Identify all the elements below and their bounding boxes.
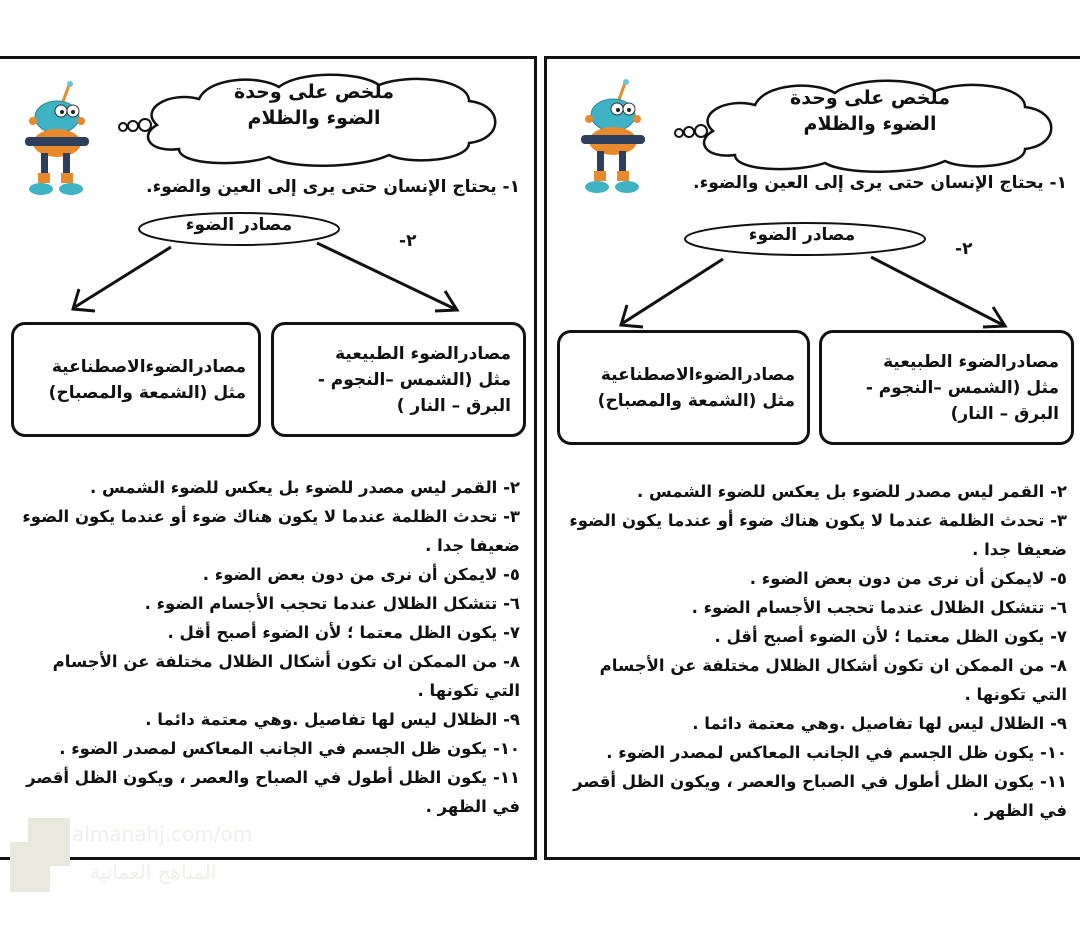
fact-item: ١١- يكون الظل أطول في الصباح والعصر ، ويكون الظل أقصر في الظهر . — [26, 768, 520, 816]
summary-panel-left — [0, 56, 537, 860]
robot-mascot-icon — [17, 81, 97, 201]
fact-item: ٨- من الممكن ان تكون أشكال الظلال مختلفة عن الأجسام التي تكونها . — [52, 652, 520, 700]
artificial-sources-title: مصادرالضوءالاصطناعية — [51, 356, 246, 377]
fact-item: ٦- تتشكل الظلال عندما تحجب الأجسام الضوء . — [691, 598, 1067, 617]
arrow-right-line — [317, 243, 455, 309]
summary-panel-right — [544, 56, 1080, 860]
point-2-number: ٢- — [399, 231, 417, 251]
fact-item: ٢- القمر ليس مصدر للضوء بل يعكس للضوء الشمس . — [89, 478, 520, 497]
fact-item: ١٠- يكون ظل الجسم في الجانب المعاكس لمصدر الضوء . — [606, 743, 1067, 762]
artificial-sources-box — [11, 322, 261, 437]
natural-sources-title: مصادرالضوء الطبيعية — [883, 351, 1059, 372]
title-line-2: الضوء والظلام — [247, 107, 381, 129]
artificial-sources-box — [557, 330, 810, 445]
robot-mascot-icon — [573, 79, 653, 199]
fact-item: ٧- يكون الظل معتما ؛ لأن الضوء أصبح أقل . — [714, 627, 1067, 646]
natural-sources-examples-cont: البرق – النار) — [950, 403, 1059, 424]
fact-item: ٥- لايمكن أن نرى من دون بعض الضوء . — [749, 569, 1067, 588]
page-title — [149, 79, 479, 131]
artificial-sources-examples: مثل (الشمعة والمصباح) — [597, 390, 795, 411]
fact-item: ٢- القمر ليس مصدر للضوء بل يعكس للضوء الشمس . — [636, 482, 1067, 501]
fact-item: ٦- تتشكل الظلال عندما تحجب الأجسام الضوء . — [144, 594, 520, 613]
fact-item: ٩- الظلال ليس لها تفاصيل .وهي معتمة دائما . — [145, 710, 520, 729]
page-title — [705, 85, 1035, 137]
watermark-arabic: المناهج العمانية — [90, 860, 217, 884]
point-2-number: ٢- — [955, 239, 973, 259]
title-line-2: الضوء والظلام — [803, 113, 937, 135]
fact-item: ٣- تحدث الظلمة عندما لا يكون هناك ضوء أو عندما يكون الضوء ضعيفا جدا . — [22, 507, 520, 555]
fact-item: ٥- لايمكن أن نرى من دون بعض الضوء . — [202, 565, 520, 584]
natural-sources-title: مصادرالضوء الطبيعية — [335, 343, 511, 364]
arrow-left-line — [623, 259, 723, 323]
arrow-left-line — [75, 247, 171, 307]
natural-sources-examples: مثل (الشمس –النجوم - — [865, 377, 1059, 398]
title-line-1: ملخص على وحدة — [233, 81, 394, 103]
fact-item: ٧- يكون الظل معتما ؛ لأن الضوء أصبح أقل . — [167, 623, 520, 642]
fact-item: ١٠- يكون ظل الجسم في الجانب المعاكس لمصدر الضوء . — [59, 739, 520, 758]
natural-sources-examples: مثل (الشمس –النجوم - — [317, 369, 511, 390]
natural-sources-box — [271, 322, 526, 437]
fact-item: ٣- تحدث الظلمة عندما لا يكون هناك ضوء أو عندما يكون الضوء ضعيفا جدا . — [569, 511, 1067, 559]
watermark-url: almanahj.com/om — [72, 822, 253, 846]
artificial-sources-title: مصادرالضوءالاصطناعية — [600, 364, 795, 385]
light-sources-label: مصادر الضوء — [748, 225, 856, 245]
arrow-right-line — [871, 257, 1003, 325]
facts-list — [15, 473, 520, 821]
fact-item: ١١- يكون الظل أطول في الصباح والعصر ، ويكون الظل أقصر في الظهر . — [573, 772, 1067, 820]
artificial-sources-examples: مثل (الشمعة والمصباح) — [48, 382, 246, 403]
point-1: ١- يحتاج الإنسان حتى يرى إلى العين والضوء. — [693, 173, 1067, 193]
light-sources-label: مصادر الضوء — [185, 215, 293, 235]
facts-list — [562, 477, 1067, 825]
fact-item: ٩- الظلال ليس لها تفاصيل .وهي معتمة دائما . — [692, 714, 1067, 733]
natural-sources-box — [819, 330, 1074, 445]
fact-item: ٨- من الممكن ان تكون أشكال الظلال مختلفة عن الأجسام التي تكونها . — [599, 656, 1067, 704]
title-line-1: ملخص على وحدة — [789, 87, 950, 109]
point-1: ١- يحتاج الإنسان حتى يرى إلى العين والضوء. — [146, 177, 520, 197]
natural-sources-examples-cont: البرق – النار ) — [396, 395, 511, 416]
